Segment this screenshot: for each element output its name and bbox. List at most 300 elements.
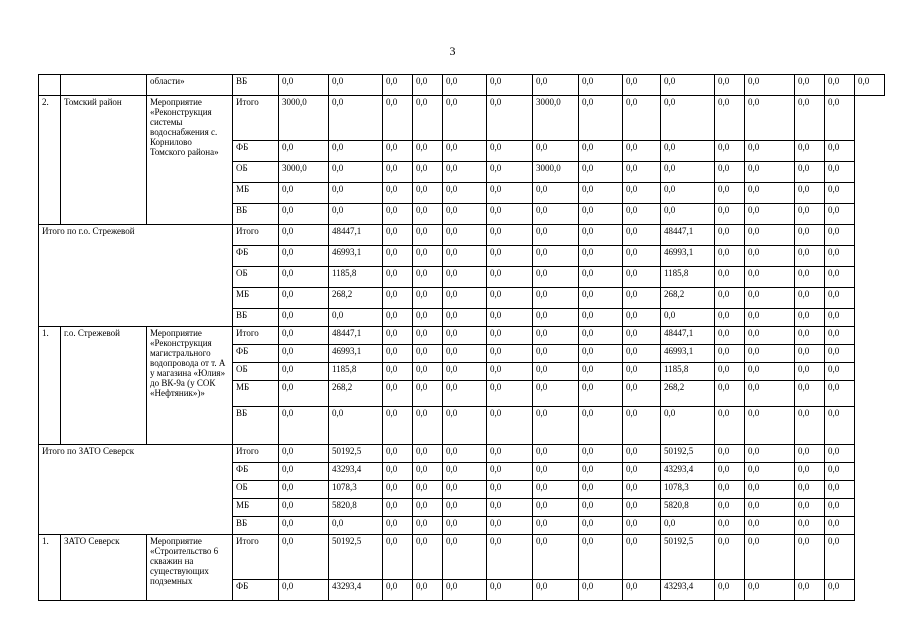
row-number-cell: 1.: [39, 327, 61, 445]
row-number-cell: 1.: [39, 535, 61, 601]
value-cell: 0,0: [533, 141, 579, 162]
value-cell: 3000,0: [533, 162, 579, 183]
value-cell: 0,0: [579, 288, 623, 309]
value-cell: 0,0: [533, 499, 579, 517]
value-cell: 0,0: [623, 517, 661, 535]
value-cell: 0,0: [413, 96, 443, 141]
value-cell: 0,0: [745, 141, 795, 162]
value-cell: 0,0: [795, 75, 825, 96]
value-cell: 0,0: [413, 309, 443, 327]
value-cell: 0,0: [487, 463, 533, 481]
value-cell: 0,0: [579, 445, 623, 463]
value-cell: 48447,1: [661, 225, 715, 246]
value-cell: 3000,0: [533, 96, 579, 141]
value-cell: 0,0: [279, 381, 329, 407]
value-cell: 0,0: [825, 288, 855, 309]
value-cell: 0,0: [413, 75, 443, 96]
value-cell: 0,0: [279, 75, 329, 96]
value-cell: 50192,5: [329, 535, 383, 580]
value-cell: 0,0: [533, 183, 579, 204]
source-cell: ВБ: [233, 517, 279, 535]
value-cell: 5820,8: [661, 499, 715, 517]
value-cell: 0,0: [579, 204, 623, 225]
value-cell: 0,0: [487, 345, 533, 363]
value-cell: 0,0: [279, 225, 329, 246]
value-cell: 0,0: [825, 309, 855, 327]
source-cell: ВБ: [233, 204, 279, 225]
value-cell: 0,0: [715, 481, 745, 499]
source-cell: ФБ: [233, 246, 279, 267]
value-cell: 0,0: [487, 267, 533, 288]
value-cell: 3000,0: [279, 162, 329, 183]
measure-cell: Мероприятие «Реконструкция системы водоснабжения с. Корнилово Томского района»: [147, 96, 233, 225]
value-cell: 0,0: [825, 162, 855, 183]
value-cell: 0,0: [825, 327, 855, 345]
value-cell: 0,0: [579, 141, 623, 162]
value-cell: 0,0: [623, 246, 661, 267]
source-cell: МБ: [233, 499, 279, 517]
value-cell: 0,0: [443, 162, 487, 183]
value-cell: 0,0: [623, 381, 661, 407]
value-cell: 0,0: [383, 162, 413, 183]
value-cell: 0,0: [279, 517, 329, 535]
row-number-cell: [39, 75, 61, 96]
value-cell: 0,0: [413, 463, 443, 481]
value-cell: 0,0: [745, 481, 795, 499]
value-cell: 0,0: [487, 445, 533, 463]
value-cell: 0,0: [795, 445, 825, 463]
value-cell: 0,0: [579, 183, 623, 204]
value-cell: 0,0: [487, 363, 533, 381]
value-cell: 50192,5: [329, 445, 383, 463]
value-cell: 0,0: [383, 463, 413, 481]
municipality-cell: Томский район: [61, 96, 147, 225]
value-cell: 0,0: [279, 288, 329, 309]
value-cell: 0,0: [279, 204, 329, 225]
value-cell: 0,0: [715, 141, 745, 162]
value-cell: 0,0: [443, 407, 487, 445]
municipality-cell: [61, 75, 147, 96]
value-cell: 0,0: [383, 363, 413, 381]
source-cell: ОБ: [233, 162, 279, 183]
value-cell: 0,0: [487, 204, 533, 225]
source-cell: ФБ: [233, 141, 279, 162]
value-cell: 0,0: [533, 517, 579, 535]
value-cell: 43293,4: [661, 580, 715, 601]
source-cell: ОБ: [233, 481, 279, 499]
value-cell: 0,0: [825, 535, 855, 580]
source-cell: ОБ: [233, 267, 279, 288]
value-cell: 0,0: [383, 517, 413, 535]
value-cell: 0,0: [533, 463, 579, 481]
value-cell: 0,0: [795, 204, 825, 225]
value-cell: 0,0: [443, 381, 487, 407]
table-row: [39, 225, 885, 246]
value-cell: 0,0: [623, 309, 661, 327]
value-cell: 0,0: [487, 381, 533, 407]
value-cell: 48447,1: [661, 327, 715, 345]
subtotal-label-cell: Итого по г.о. Стрежевой: [39, 225, 233, 327]
value-cell: 0,0: [279, 246, 329, 267]
value-cell: 0,0: [661, 96, 715, 141]
value-cell: 0,0: [329, 517, 383, 535]
value-cell: 0,0: [487, 246, 533, 267]
value-cell: 0,0: [533, 481, 579, 499]
value-cell: 0,0: [487, 183, 533, 204]
value-cell: 0,0: [279, 141, 329, 162]
value-cell: 0,0: [623, 445, 661, 463]
value-cell: 0,0: [443, 445, 487, 463]
value-cell: 0,0: [487, 309, 533, 327]
value-cell: 0,0: [825, 481, 855, 499]
value-cell: 0,0: [825, 183, 855, 204]
value-cell: 0,0: [623, 162, 661, 183]
value-cell: 0,0: [715, 288, 745, 309]
source-cell: МБ: [233, 183, 279, 204]
value-cell: 0,0: [383, 183, 413, 204]
value-cell: 43293,4: [329, 463, 383, 481]
value-cell: 0,0: [329, 75, 383, 96]
table-row: [39, 96, 885, 141]
value-cell: 0,0: [329, 162, 383, 183]
value-cell: 0,0: [443, 141, 487, 162]
value-cell: 268,2: [661, 381, 715, 407]
value-cell: 0,0: [745, 96, 795, 141]
source-cell: Итого: [233, 535, 279, 580]
value-cell: 0,0: [383, 288, 413, 309]
value-cell: 1185,8: [661, 267, 715, 288]
value-cell: 0,0: [533, 535, 579, 580]
value-cell: 0,0: [413, 535, 443, 580]
value-cell: 0,0: [579, 499, 623, 517]
value-cell: 0,0: [413, 225, 443, 246]
value-cell: 0,0: [579, 345, 623, 363]
value-cell: 0,0: [579, 580, 623, 601]
value-cell: 0,0: [825, 580, 855, 601]
value-cell: 0,0: [383, 225, 413, 246]
value-cell: 0,0: [413, 363, 443, 381]
value-cell: 0,0: [579, 535, 623, 580]
value-cell: 0,0: [443, 246, 487, 267]
source-cell: Итого: [233, 225, 279, 246]
value-cell: 0,0: [825, 204, 855, 225]
value-cell: 0,0: [413, 445, 443, 463]
value-cell: 0,0: [279, 345, 329, 363]
value-cell: 0,0: [487, 517, 533, 535]
value-cell: 0,0: [413, 267, 443, 288]
value-cell: 0,0: [825, 517, 855, 535]
value-cell: 0,0: [795, 381, 825, 407]
value-cell: 0,0: [383, 381, 413, 407]
value-cell: 0,0: [329, 309, 383, 327]
value-cell: 1078,3: [329, 481, 383, 499]
value-cell: 0,0: [661, 407, 715, 445]
value-cell: 0,0: [279, 463, 329, 481]
value-cell: 0,0: [443, 96, 487, 141]
value-cell: 0,0: [623, 75, 661, 96]
value-cell: 0,0: [383, 327, 413, 345]
value-cell: 0,0: [795, 345, 825, 363]
value-cell: 0,0: [623, 363, 661, 381]
source-cell: МБ: [233, 288, 279, 309]
value-cell: 0,0: [715, 75, 745, 96]
value-cell: 0,0: [279, 580, 329, 601]
value-cell: 0,0: [383, 204, 413, 225]
value-cell: 0,0: [579, 96, 623, 141]
value-cell: 0,0: [745, 246, 795, 267]
value-cell: 0,0: [533, 381, 579, 407]
value-cell: 46993,1: [661, 345, 715, 363]
value-cell: 0,0: [745, 75, 795, 96]
value-cell: 0,0: [623, 96, 661, 141]
value-cell: 0,0: [443, 183, 487, 204]
source-cell: ФБ: [233, 580, 279, 601]
value-cell: 268,2: [329, 288, 383, 309]
value-cell: 0,0: [745, 309, 795, 327]
value-cell: 0,0: [745, 327, 795, 345]
value-cell: 0,0: [745, 499, 795, 517]
value-cell: 0,0: [413, 141, 443, 162]
value-cell: 0,0: [825, 499, 855, 517]
value-cell: 46993,1: [329, 345, 383, 363]
value-cell: 0,0: [795, 288, 825, 309]
source-cell: ОБ: [233, 363, 279, 381]
value-cell: 0,0: [715, 327, 745, 345]
value-cell: 0,0: [579, 327, 623, 345]
value-cell: 0,0: [579, 463, 623, 481]
value-cell: 0,0: [715, 183, 745, 204]
source-cell: ФБ: [233, 345, 279, 363]
value-cell: 0,0: [795, 225, 825, 246]
value-cell: 0,0: [487, 141, 533, 162]
value-cell: 0,0: [413, 499, 443, 517]
value-cell: 0,0: [825, 246, 855, 267]
value-cell: 0,0: [623, 288, 661, 309]
value-cell: 0,0: [533, 407, 579, 445]
value-cell: 0,0: [413, 162, 443, 183]
table-row: [39, 535, 885, 580]
value-cell: 0,0: [825, 463, 855, 481]
subtotal-label-cell: Итого по ЗАТО Северск: [39, 445, 233, 535]
value-cell: 0,0: [661, 141, 715, 162]
value-cell: 0,0: [579, 225, 623, 246]
value-cell: 43293,4: [329, 580, 383, 601]
value-cell: 0,0: [443, 517, 487, 535]
value-cell: 0,0: [329, 407, 383, 445]
value-cell: 0,0: [623, 183, 661, 204]
value-cell: 3000,0: [279, 96, 329, 141]
value-cell: 0,0: [825, 345, 855, 363]
value-cell: 0,0: [745, 463, 795, 481]
value-cell: 0,0: [661, 309, 715, 327]
value-cell: 0,0: [745, 445, 795, 463]
value-cell: 0,0: [715, 204, 745, 225]
value-cell: 0,0: [579, 309, 623, 327]
value-cell: 0,0: [443, 288, 487, 309]
source-cell: ФБ: [233, 463, 279, 481]
value-cell: 0,0: [443, 463, 487, 481]
value-cell: 0,0: [745, 407, 795, 445]
value-cell: 0,0: [795, 327, 825, 345]
table-row: [39, 327, 885, 345]
value-cell: 0,0: [443, 309, 487, 327]
value-cell: 0,0: [795, 96, 825, 141]
value-cell: 0,0: [533, 267, 579, 288]
value-cell: 0,0: [745, 183, 795, 204]
value-cell: 0,0: [661, 162, 715, 183]
value-cell: 0,0: [825, 363, 855, 381]
value-cell: 0,0: [745, 162, 795, 183]
value-cell: 0,0: [487, 481, 533, 499]
value-cell: 0,0: [487, 535, 533, 580]
source-cell: ВБ: [233, 309, 279, 327]
value-cell: 0,0: [795, 580, 825, 601]
value-cell: 0,0: [745, 363, 795, 381]
value-cell: 0,0: [383, 580, 413, 601]
value-cell: 0,0: [715, 363, 745, 381]
value-cell: 0,0: [795, 463, 825, 481]
value-cell: 0,0: [715, 445, 745, 463]
value-cell: 0,0: [383, 535, 413, 580]
value-cell: 0,0: [715, 517, 745, 535]
value-cell: 0,0: [623, 463, 661, 481]
value-cell: 0,0: [661, 183, 715, 204]
value-cell: 0,0: [715, 246, 745, 267]
value-cell: 0,0: [413, 580, 443, 601]
value-cell: 0,0: [413, 407, 443, 445]
value-cell: 0,0: [383, 141, 413, 162]
value-cell: 0,0: [383, 267, 413, 288]
value-cell: 0,0: [579, 246, 623, 267]
source-cell: ВБ: [233, 75, 279, 96]
value-cell: 0,0: [443, 267, 487, 288]
value-cell: 46993,1: [329, 246, 383, 267]
value-cell: 0,0: [661, 75, 715, 96]
value-cell: 0,0: [623, 535, 661, 580]
value-cell: 0,0: [383, 445, 413, 463]
value-cell: 0,0: [443, 535, 487, 580]
value-cell: 0,0: [825, 141, 855, 162]
value-cell: 0,0: [383, 481, 413, 499]
value-cell: 0,0: [715, 345, 745, 363]
value-cell: 0,0: [279, 481, 329, 499]
value-cell: 0,0: [413, 481, 443, 499]
value-cell: 0,0: [443, 327, 487, 345]
value-cell: 0,0: [745, 535, 795, 580]
value-cell: 0,0: [715, 267, 745, 288]
value-cell: 0,0: [825, 267, 855, 288]
value-cell: 0,0: [579, 162, 623, 183]
value-cell: 0,0: [413, 517, 443, 535]
budget-table: [38, 74, 885, 601]
value-cell: 0,0: [715, 225, 745, 246]
value-cell: 0,0: [715, 580, 745, 601]
measure-cell: области»: [147, 75, 233, 96]
source-cell: ВБ: [233, 407, 279, 445]
value-cell: 0,0: [795, 162, 825, 183]
value-cell: 0,0: [623, 407, 661, 445]
value-cell: 0,0: [413, 246, 443, 267]
value-cell: 0,0: [825, 407, 855, 445]
value-cell: 0,0: [383, 407, 413, 445]
value-cell: 0,0: [413, 183, 443, 204]
value-cell: 0,0: [825, 381, 855, 407]
value-cell: 0,0: [383, 75, 413, 96]
value-cell: 0,0: [623, 267, 661, 288]
value-cell: 0,0: [623, 327, 661, 345]
value-cell: 0,0: [443, 580, 487, 601]
value-cell: 0,0: [825, 445, 855, 463]
value-cell: 0,0: [533, 75, 579, 96]
source-cell: МБ: [233, 381, 279, 407]
value-cell: 0,0: [579, 517, 623, 535]
value-cell: 0,0: [623, 580, 661, 601]
value-cell: 268,2: [329, 381, 383, 407]
value-cell: 0,0: [329, 96, 383, 141]
value-cell: 0,0: [745, 381, 795, 407]
value-cell: 0,0: [329, 141, 383, 162]
value-cell: 43293,4: [661, 463, 715, 481]
value-cell: 0,0: [579, 407, 623, 445]
value-cell: 0,0: [533, 327, 579, 345]
value-cell: 0,0: [661, 517, 715, 535]
value-cell: 0,0: [413, 381, 443, 407]
value-cell: 0,0: [487, 96, 533, 141]
row-number-cell: 2.: [39, 96, 61, 225]
value-cell: 0,0: [661, 204, 715, 225]
value-cell: 0,0: [579, 75, 623, 96]
value-cell: 0,0: [623, 225, 661, 246]
value-cell: 0,0: [533, 363, 579, 381]
value-cell: 0,0: [715, 96, 745, 141]
value-cell: 0,0: [715, 463, 745, 481]
value-cell: 0,0: [533, 246, 579, 267]
value-cell: 0,0: [745, 288, 795, 309]
value-cell: 1185,8: [661, 363, 715, 381]
measure-cell: Мероприятие «Строительство 6 скважин на существующих подземных: [147, 535, 233, 601]
value-cell: 50192,5: [661, 535, 715, 580]
value-cell: 0,0: [413, 345, 443, 363]
value-cell: 0,0: [795, 309, 825, 327]
value-cell: 0,0: [745, 580, 795, 601]
value-cell: 0,0: [487, 407, 533, 445]
value-cell: 0,0: [745, 517, 795, 535]
value-cell: 268,2: [661, 288, 715, 309]
value-cell: 0,0: [795, 499, 825, 517]
measure-cell: Мероприятие «Реконструкция магистрального водопровода от т. А у магазина «Юлия» до ВК-9а (у СОК «Нефтяник»)»: [147, 327, 233, 445]
value-cell: 0,0: [579, 381, 623, 407]
value-cell: 0,0: [533, 309, 579, 327]
source-cell: Итого: [233, 327, 279, 345]
value-cell: 1078,3: [661, 481, 715, 499]
value-cell: 0,0: [487, 580, 533, 601]
value-cell: 0,0: [279, 445, 329, 463]
page-number: 3: [449, 44, 456, 58]
value-cell: 0,0: [745, 267, 795, 288]
value-cell: 0,0: [279, 407, 329, 445]
value-cell: 0,0: [533, 204, 579, 225]
table-row: [39, 75, 885, 96]
value-cell: 0,0: [487, 288, 533, 309]
value-cell: 0,0: [487, 499, 533, 517]
value-cell: 0,0: [855, 75, 885, 96]
source-cell: Итого: [233, 96, 279, 141]
value-cell: 0,0: [795, 363, 825, 381]
value-cell: 0,0: [443, 481, 487, 499]
value-cell: 0,0: [533, 225, 579, 246]
value-cell: 0,0: [413, 327, 443, 345]
value-cell: 0,0: [443, 499, 487, 517]
